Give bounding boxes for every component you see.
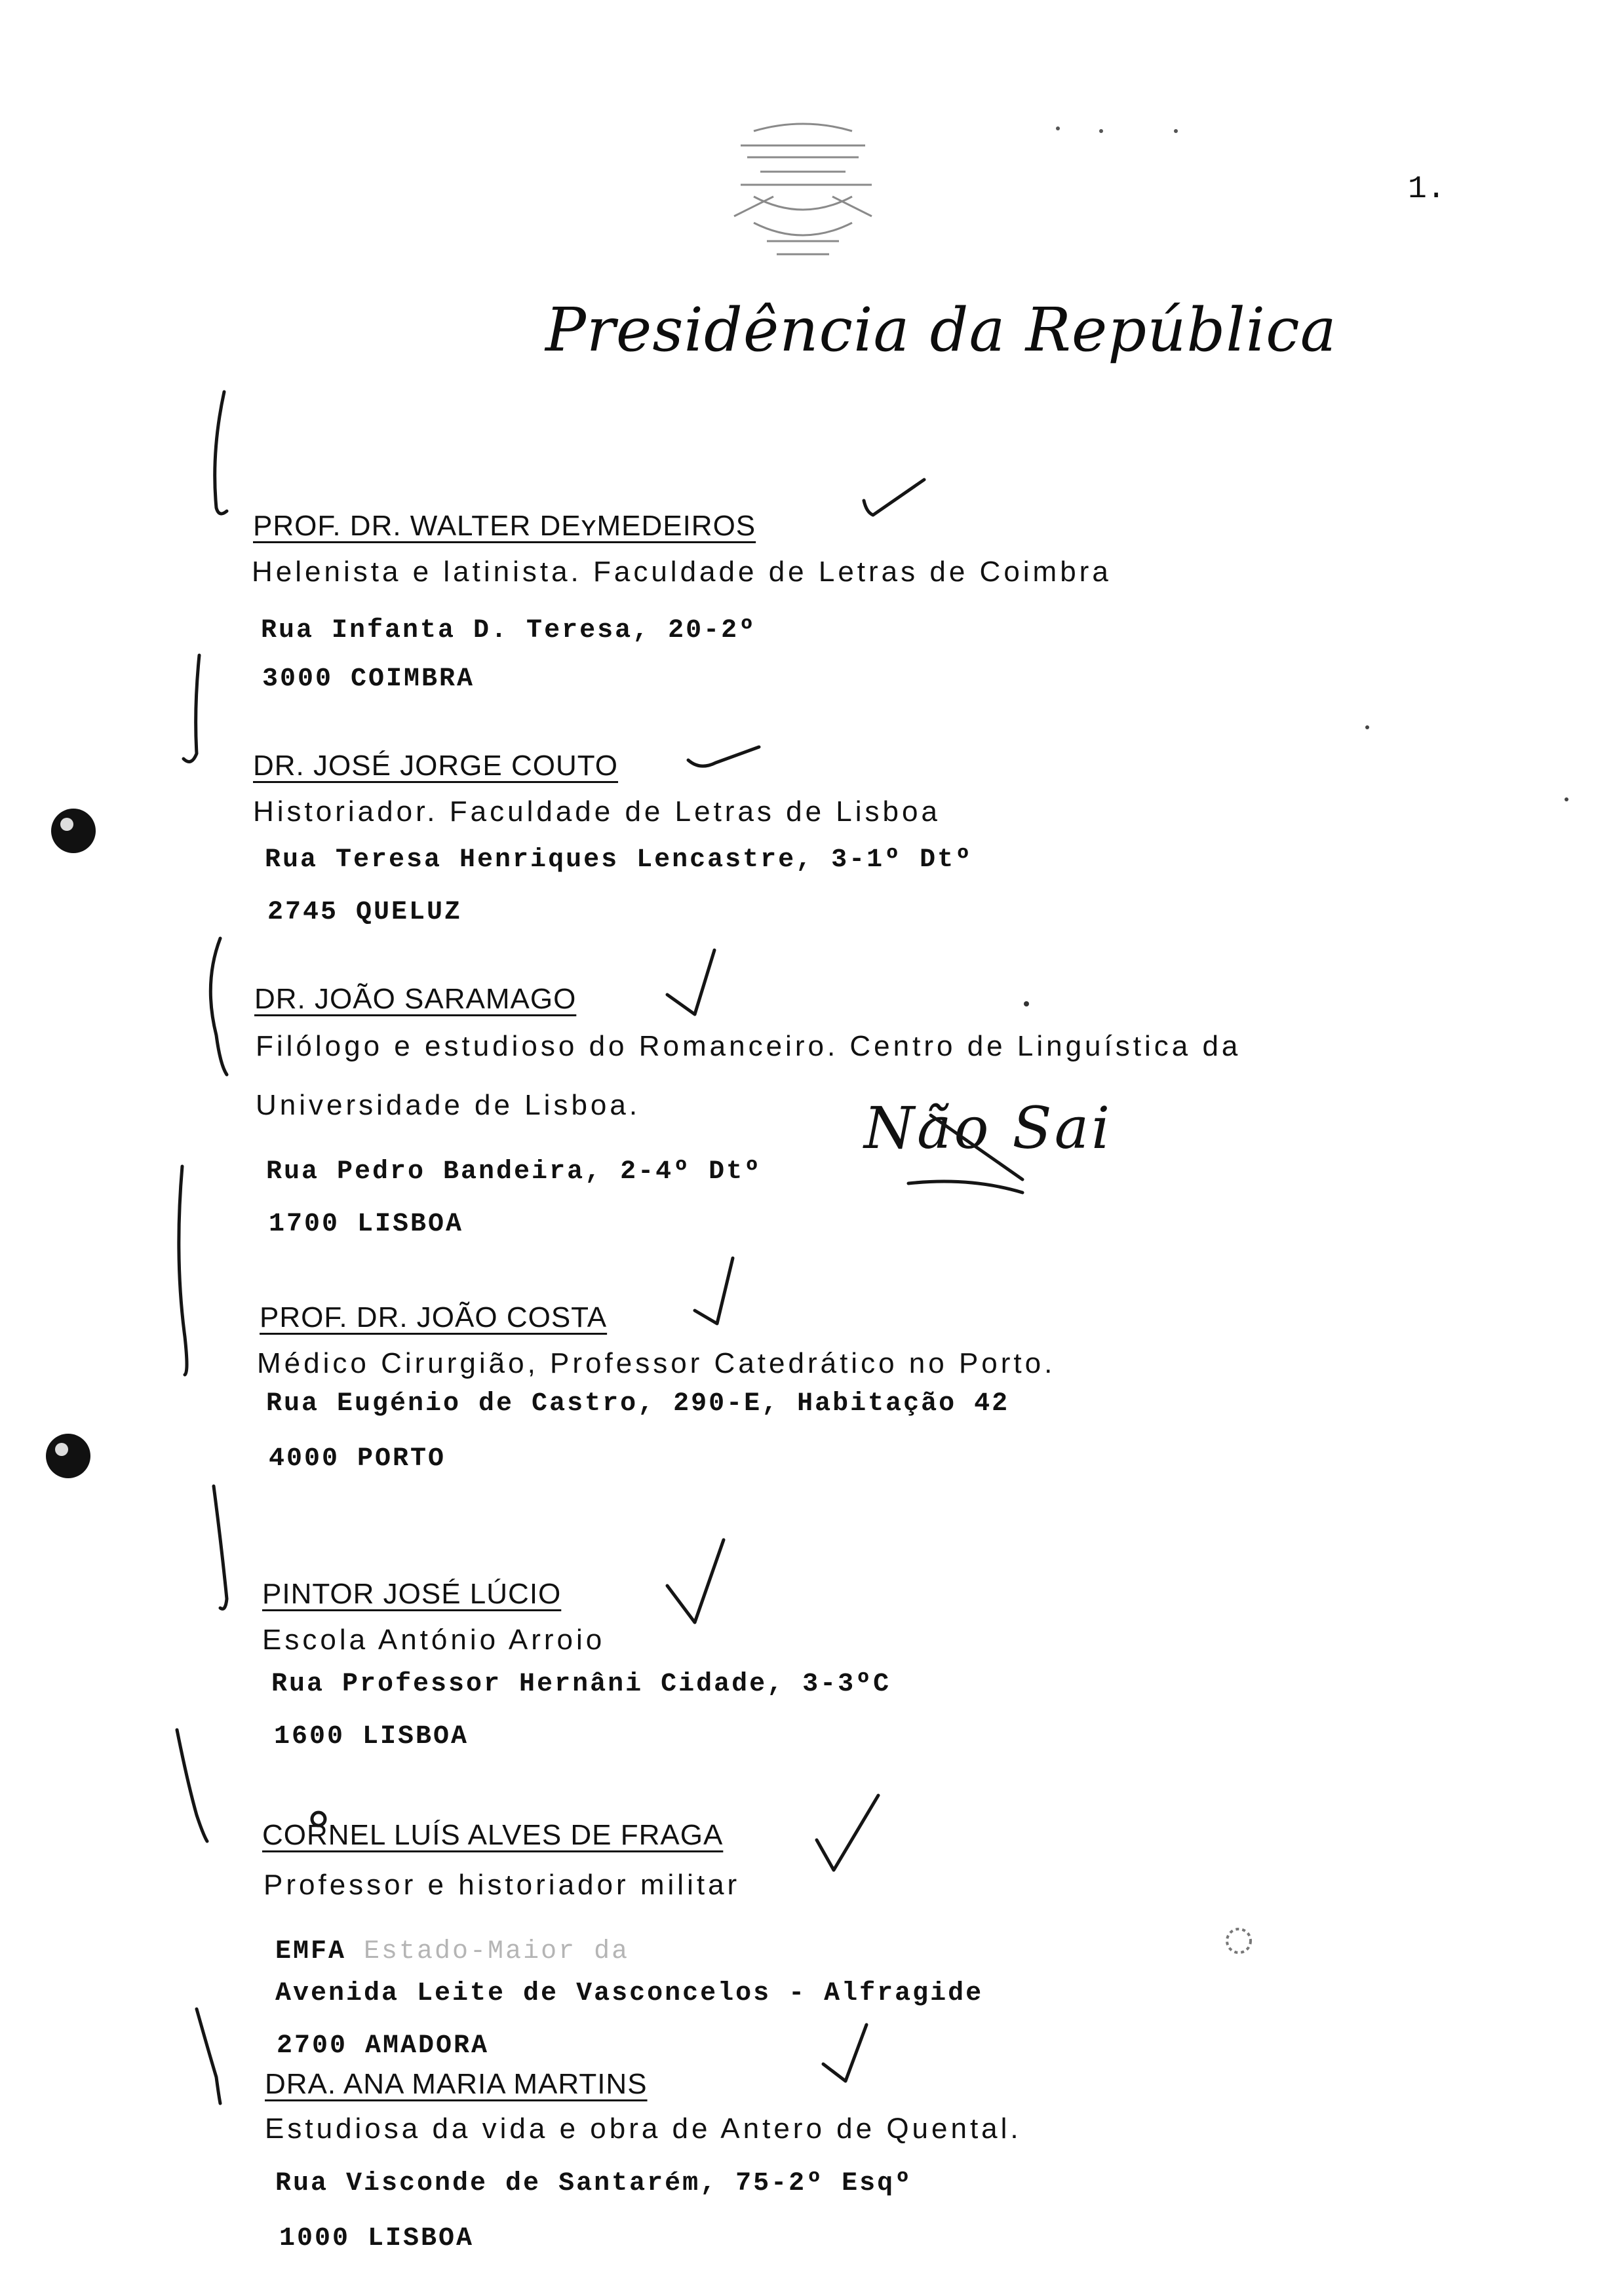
entry-4-address-street: Rua Eugénio de Castro, 290-E, Habitação 42 [266, 1389, 1010, 1419]
entry-5-address-street: Rua Professor Hernâni Cidade, 3-3ºC [271, 1670, 891, 1699]
bracket-mark-icon [177, 1730, 207, 1841]
entry-3-address-city: 1700 LISBOA [269, 1210, 464, 1239]
bracket-mark-icon [179, 1166, 187, 1375]
entry-6-address-city: 2700 AMADORA [277, 2031, 490, 2061]
entry-1-address-street: Rua Infanta D. Teresa, 20-2º [261, 616, 757, 645]
check-mark-icon [864, 480, 924, 515]
check-mark-icon [817, 1795, 878, 1870]
entry-5-description: Escola António Arroio [262, 1624, 606, 1656]
entry-7-description: Estudiosa da vida e obra de Antero de Quental. [265, 2113, 1022, 2145]
entry-3-address-street: Rua Pedro Bandeira, 2-4º Dtº [266, 1157, 762, 1187]
entry-3-name: DR. JOÃO SARAMAGO [254, 983, 577, 1015]
entry-4-name: PROF. DR. JOÃO COSTA [260, 1301, 608, 1333]
entry-6-address-street: Avenida Leite de Vasconcelos - Alfragide [275, 1979, 984, 2008]
entry-7-address-street: Rua Visconde de Santarém, 75-2º Esqº [275, 2169, 913, 2198]
entry-2-name: DR. JOSÉ JORGE COUTO [253, 750, 619, 782]
entry-5-name: PINTOR JOSÉ LÚCIO [262, 1578, 562, 1610]
letterhead-title: Presidência da República [545, 295, 1337, 365]
check-mark-icon [667, 950, 714, 1014]
entry-2-description: Historiador. Faculdade de Letras de Lisboa [253, 795, 941, 828]
entry-1-address-city: 3000 COIMBRA [262, 664, 475, 694]
entry-7-name: DRA. ANA MARIA MARTINS [265, 2068, 648, 2100]
entry-3-description-line-2: Universidade de Lisboa. [256, 1089, 641, 1121]
punch-hole-icon [46, 1434, 90, 1478]
entry-1-description: Helenista e latinista. Faculdade de Letras de Coimbra [252, 556, 1112, 588]
entry-1-name: PROF. DR. WALTER DEʏMEDEIROS [253, 510, 756, 542]
entry-5-address-city: 1600 LISBOA [274, 1722, 469, 1751]
check-mark-icon [823, 2025, 866, 2081]
entry-4-description: Médico Cirurgião, Professor Catedrático no Porto. [257, 1347, 1056, 1379]
punch-hole-icon [51, 809, 96, 853]
check-mark-icon [695, 1258, 733, 1324]
entry-6-faint-text: Estado-Maior da [364, 1937, 630, 1966]
bracket-mark-icon [214, 1486, 227, 1609]
handwritten-note: Não Sai [864, 1094, 1113, 1162]
entry-2-address-street: Rua Teresa Henriques Lencastre, 3-1º Dtº [265, 845, 973, 875]
bracket-mark-icon [197, 2009, 220, 2103]
entry-2-address-city: 2745 QUELUZ [267, 898, 463, 927]
entry-6-name: CORNEL LUÍS ALVES DE FRAGA [262, 1819, 724, 1851]
entry-6-address-emfa: EMFA [275, 1937, 347, 1966]
entry-4-address-city: 4000 PORTO [269, 1444, 446, 1474]
entry-7-address-city: 1000 LISBOA [279, 2224, 475, 2253]
entry-6-description: Professor e historiador militar [263, 1869, 741, 1901]
bracket-mark-icon [184, 655, 199, 762]
check-mark-icon [688, 747, 759, 766]
page-number: 1. [1408, 172, 1446, 207]
bracket-mark-icon [210, 938, 227, 1075]
entry-3-description-line-1: Filólogo e estudioso do Romanceiro. Centro de Linguística da [256, 1030, 1241, 1062]
bracket-mark-icon [215, 392, 227, 514]
check-mark-icon [667, 1540, 724, 1622]
